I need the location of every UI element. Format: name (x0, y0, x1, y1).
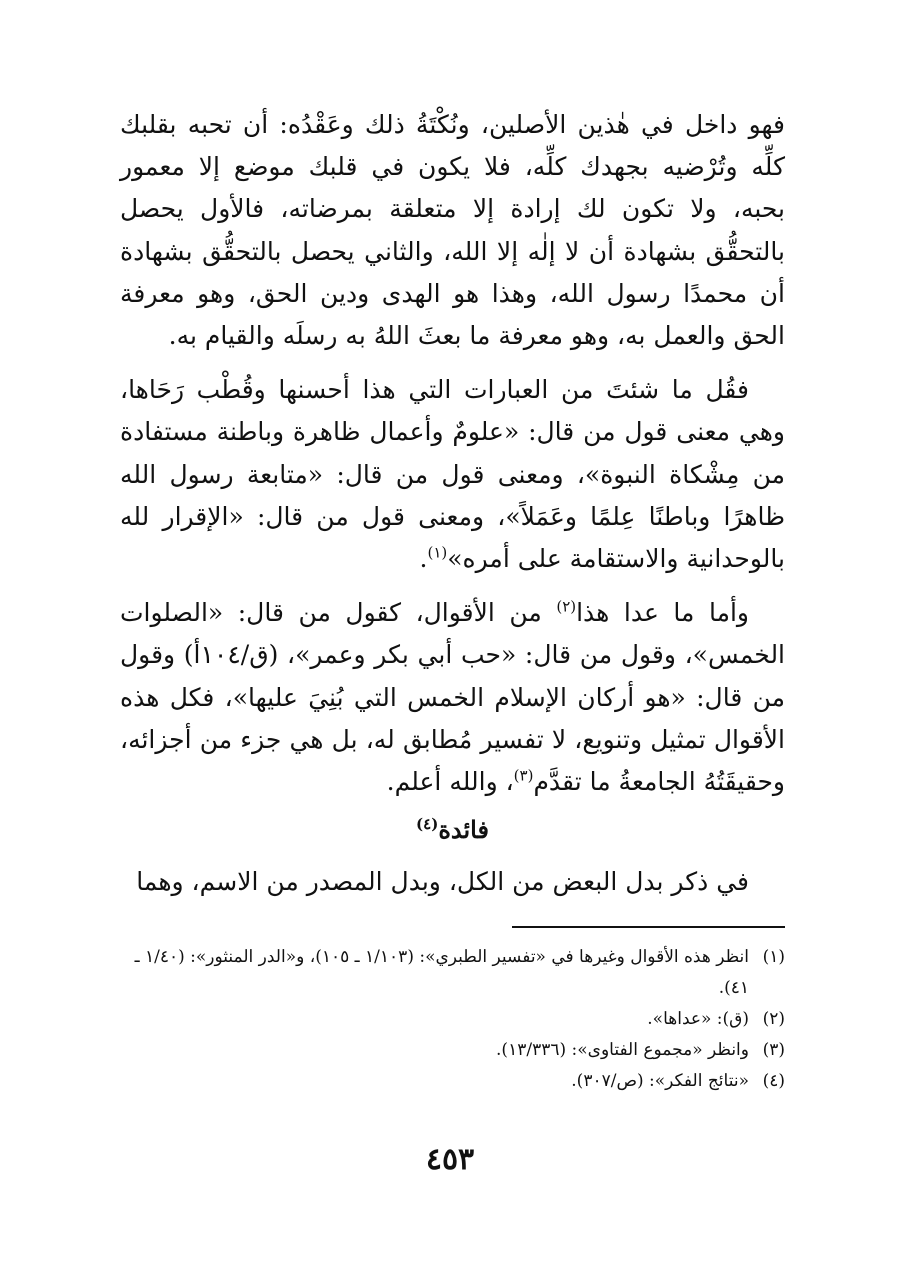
page-number: ٤٥٣ (425, 1142, 475, 1177)
footnote-1-text: انظر هذه الأقوال وغيرها في «تفسير الطبري»: (١/١٠٣ ـ ١٠٥)، و«الدر المنثور»: (١/٤٠ ـ ٤١). (134, 947, 749, 998)
footnote-3-text: وانظر «مجموع الفتاوى»: (١٣/٣٣٦). (496, 1040, 749, 1060)
paragraph-2 (120, 369, 785, 580)
footnote-2-number: (٢) (762, 1009, 785, 1029)
paragraph-3-text-b: من الأقوال، كقول من قال: «الصلوات الخمس»، وقول من قال: «حب أبي بكر وعمر»، (ق/١٠٤أ) وقول من قال: «هو أركان الإسلام الخمس التي بُنِيَ عليها»، فكل هذه الأقوال تمثيل وتنويع، لا تفسير مُطابق له، بل هي جزء من أجزائه، وحقيقَتُهُ الجامعةُ ما تقدَّم (120, 598, 786, 797)
footnote-marker-2: (٢) (556, 597, 577, 616)
footnote-1 (110, 942, 785, 1004)
paragraph-1 (120, 104, 785, 357)
footnote-4-number: (٤) (762, 1071, 785, 1091)
paragraph-3 (120, 592, 785, 803)
section-heading (120, 809, 785, 851)
section-heading-text: فائدة (438, 815, 489, 845)
footnote-divider (512, 926, 785, 928)
footnote-3 (110, 1035, 785, 1066)
paragraph-3-text-c: ، والله أعلم. (386, 767, 514, 797)
paragraph-1-text: فهو داخل في هٰذين الأصلين، ونُكْتَةُ ذلك وعَقْدُه: أن تحبه بقلبك كلِّه وتُرْضيه بجهدك كلِّه، فلا يكون في قلبك موضع إلا معمور بحبه، ولا تكون لك إرادة إلا متعلقة بمرضاته، فالأول يحصل بالتحقُّق بشهادة أن لا إلٰه إلا الله، والثاني يحصل بالتحقُّق بشهادة أن محمدًا رسول الله، وهذا هو الهدى ودين الحق، وهو معرفة الحق والعمل به، وهو معرفة ما بعثَ اللهُ به رسلَه والقيام به. (120, 110, 785, 351)
main-text (120, 104, 785, 904)
paragraph-2-text: فقُل ما شئتَ من العبارات التي هذا أحسنها وقُطْب رَحَاها، وهي معنى قول من قال: «علومٌ وأعمال ظاهرة وباطنة مستفادة من مِشْكاة النبوة»، ومعنى قول من قال: «متابعة رسول الله ظاهرًا وباطنًا عِلمًا وعَمَلاً»، ومعنى قول من قال: «الإقرار لله بالوحدانية والاستقامة على أمره» (120, 375, 785, 574)
footnote-2-text: (ق): «عداها». (647, 1009, 749, 1029)
paragraph-4-text: في ذكر بدل البعض من الكل، وبدل المصدر من الاسم، وهما (136, 867, 749, 897)
footnote-2 (110, 1004, 785, 1035)
footnote-3-number: (٣) (762, 1040, 785, 1060)
footnote-1-number: (١) (762, 947, 785, 967)
footnote-marker-4: (٤) (416, 815, 439, 834)
footnotes (110, 942, 785, 1097)
paragraph-3-text-a: وأما ما عدا هذا (576, 598, 749, 628)
footnote-4-text: «نتائج الفكر»: (ص/٣٠٧). (571, 1071, 749, 1091)
footnote-marker-1: (١) (427, 543, 448, 562)
paragraph-2-end: . (419, 544, 428, 574)
footnote-4 (110, 1066, 785, 1097)
paragraph-4 (120, 861, 785, 903)
footnote-marker-3: (٣) (513, 766, 534, 785)
